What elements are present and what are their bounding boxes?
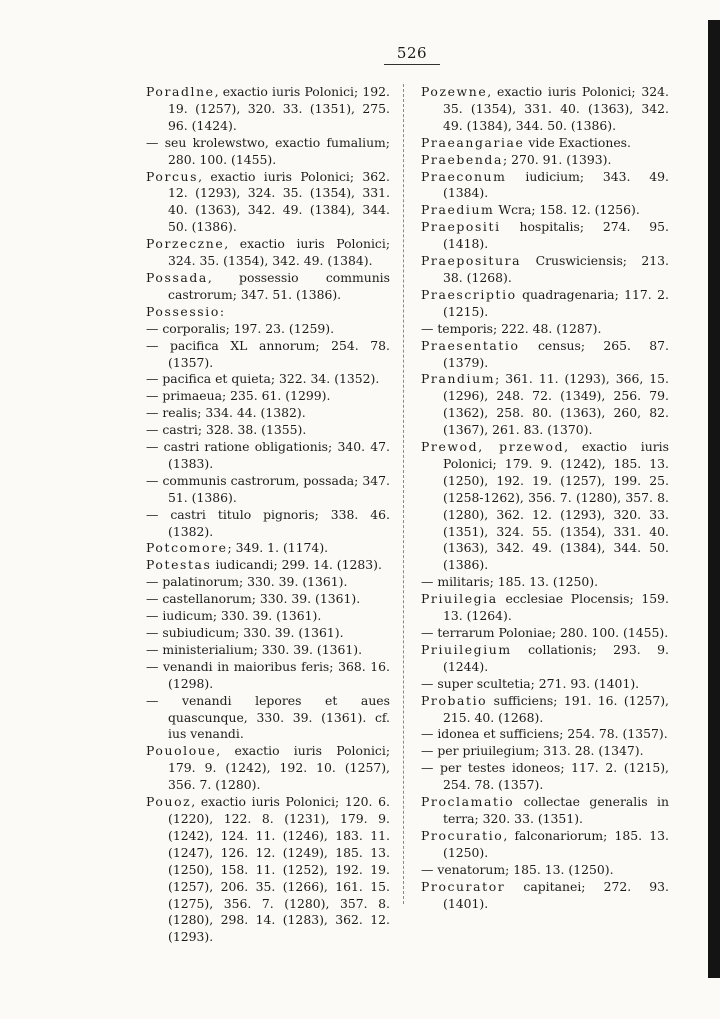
page-number: 526: [384, 44, 440, 65]
index-subentry: [421, 726, 669, 743]
index-entry: [146, 557, 390, 574]
column-divider: [403, 84, 404, 904]
entry-references: — castri titulo pignoris; 338. 46. (1382).: [146, 506, 390, 539]
index-entry: [421, 202, 669, 219]
entry-references: ecclesiae Plocensis; 159. 13. (1264).: [443, 591, 669, 624]
entry-headword: Priuilegium: [421, 641, 512, 657]
entry-headword: Pouoz: [146, 794, 192, 810]
index-subentry: [146, 388, 390, 405]
entry-references: — venatorum; 185. 13. (1250).: [421, 861, 614, 877]
entry-headword: Praepositura: [421, 253, 522, 269]
index-entry: [146, 84, 390, 135]
entry-references: vide Exactiones.: [524, 134, 631, 150]
entry-references: — super scultetia; 271. 93. (1401).: [421, 675, 640, 691]
entry-references: iudicium; 343. 49. (1384).: [443, 168, 669, 201]
entry-references: , exactio iuris Polonici; 192. 19. (1257), 320. 33. (1351), 275. 96. (1424).: [168, 84, 390, 133]
index-entry: [421, 287, 669, 321]
index-subentry: [146, 507, 390, 541]
index-subentry: [146, 574, 390, 591]
entry-references: — venandi lepores et aues quascunque, 330. 39. (1361). cf. ius venandi.: [146, 692, 390, 742]
entry-headword: Pouoloue: [146, 743, 217, 759]
index-subentry: [146, 591, 390, 608]
entry-references: — temporis; 222. 48. (1287).: [421, 320, 602, 336]
entry-references: — pacifica et quieta; 322. 34. (1352).: [146, 371, 380, 387]
index-subentry: [146, 371, 390, 388]
entry-references: collationis; 293. 9. (1244).: [443, 641, 669, 674]
index-entry: [146, 794, 390, 946]
index-subentry: [146, 405, 390, 422]
entry-headword: Priuilegia: [421, 591, 498, 607]
entry-references: , possessio communis castrorum; 347. 51. (1386).: [168, 269, 390, 302]
entry-references: — realis; 334. 44. (1382).: [146, 405, 306, 421]
index-subentry: [146, 625, 390, 642]
index-subentry: [421, 625, 669, 642]
index-entry: [421, 794, 669, 828]
entry-references: ; 270. 91. (1393).: [502, 151, 612, 167]
entry-references: — primaeua; 235. 61. (1299).: [146, 388, 331, 404]
entry-references: , exactio iuris Polonici; 324. 35. (1354), 342. 49. (1384).: [168, 236, 390, 269]
entry-headword: Praeangariae: [421, 134, 525, 150]
index-subentry: [421, 862, 669, 879]
entry-headword: Praepositi: [421, 219, 501, 235]
entry-references: , exactio iuris Polonici; 362. 12. (1293), 324. 35. (1354), 331. 40. (1363), 342. 49. (1384), 344. 50. (1386).: [168, 168, 390, 235]
index-entry: [146, 236, 390, 270]
entry-references: hospitalis; 274. 95. (1418).: [443, 219, 669, 252]
entry-references: , exactio iuris Polonici; 120. 6. (1220), 122. 8. (1231), 179. 9. (1242), 124. 11. (1246), 183. 11. (1247), 126. 12. (1249), 185. 13. (1250), 158. 11. (1252), 192. 19. (1257), 206. 35. (1266), 161. 15. (1275), 356. 7. (1280), 357. 8. (1280), 298. 14. (1283), 362. 12. (1293).: [168, 794, 390, 945]
entry-headword: Praedium: [421, 202, 495, 218]
entry-references: census; 265. 87. (1379).: [443, 337, 669, 370]
entry-references: iudicandi; 299. 14. (1283).: [211, 557, 382, 573]
index-entry: [421, 591, 669, 625]
index-entry: [421, 253, 669, 287]
entry-references: — castri ratione obligationis; 340. 47. (1383).: [146, 439, 390, 471]
index-subentry: [146, 659, 390, 693]
index-entry: [421, 219, 669, 253]
index-entry: [146, 540, 390, 557]
entry-headword: Porcus: [146, 168, 199, 184]
index-entry: [421, 879, 669, 913]
entry-references: — venandi in maioribus feris; 368. 16. (1298).: [146, 658, 390, 691]
index-subentry: [421, 743, 669, 760]
entry-headword: Prandium: [421, 371, 496, 387]
index-column-left: [146, 84, 390, 946]
entry-references: — seu krolewstwo, exactio fumalium; 280. 100. (1455).: [146, 134, 390, 167]
index-entry: [146, 169, 390, 237]
index-entry: [421, 169, 669, 203]
entry-headword: Pozewne: [421, 84, 488, 99]
entry-references: — terrarum Poloniae; 280. 100. (1455).: [421, 625, 669, 640]
entry-headword: Proclamatio: [421, 794, 515, 810]
entry-headword: Possada: [146, 269, 208, 285]
index-subentry: [421, 321, 669, 338]
entry-references: — palatinorum; 330. 39. (1361).: [146, 574, 348, 590]
entry-headword: Probatio: [421, 692, 488, 708]
index-entry: [421, 338, 669, 372]
index-subentry: [146, 693, 390, 744]
index-subentry: [421, 760, 669, 794]
entry-references: sufficiens; 191. 16. (1257), 215. 40. (1268).: [443, 692, 669, 725]
index-entry: [421, 439, 669, 574]
entry-headword: Poradlne: [146, 84, 215, 99]
index-entry: [421, 135, 669, 152]
entry-headword: Procuratio: [421, 827, 504, 843]
entry-references: — corporalis; 197. 23. (1259).: [146, 320, 335, 336]
entry-references: — per priuilegium; 313. 28. (1347).: [421, 743, 644, 759]
entry-headword: Porzeczne: [146, 236, 225, 252]
index-entry: [146, 270, 390, 304]
entry-references: — castri; 328. 38. (1355).: [146, 422, 307, 438]
entry-headword: Potestas: [146, 557, 212, 573]
entry-references: — ministerialium; 330. 39. (1361).: [146, 641, 363, 657]
entry-references: , exactio iuris Polonici; 179. 9. (1242), 192. 10. (1257), 356. 7. (1280).: [168, 743, 390, 793]
index-entry: [146, 743, 390, 794]
index-subentry: [146, 321, 390, 338]
entry-headword: Possessio: [146, 303, 220, 319]
entry-headword: Praebenda: [421, 151, 503, 167]
index-subentry: [146, 642, 390, 659]
index-entry: [146, 304, 390, 321]
entry-references: quadragenaria; 117. 2. (1215).: [443, 286, 669, 319]
entry-references: , exactio iuris Polonici; 179. 9. (1242), 185. 13. (1250), 192. 19. (1257), 199. 25. (1258-1262), 356. 7. (1280), 357. 8. (1280), 362. 12. (1293), 320. 33. (1351), 324. 55. (1354), 331. 40. (1363), 342. 49. (1384), 344. 50. (1386).: [443, 439, 669, 573]
entry-references: :: [219, 303, 225, 319]
index-entry: [421, 152, 669, 169]
entry-references: — idonea et sufficiens; 254. 78. (1357).: [421, 726, 668, 742]
index-subentry: [421, 574, 669, 591]
entry-references: — pacifica XL annorum; 254. 78. (1357).: [146, 337, 390, 370]
index-subentry: [146, 608, 390, 625]
entry-references: — per testes idoneos; 117. 2. (1215), 254. 78. (1357).: [421, 760, 669, 793]
entry-headword: Prewod, przewod: [421, 439, 565, 455]
index-entry: [421, 642, 669, 676]
entry-references: Cruswiciensis; 213. 38. (1268).: [443, 253, 669, 285]
entry-references: , falconariorum; 185. 13. (1250).: [443, 827, 669, 860]
entry-references: capitanei; 272. 93. (1401).: [443, 878, 669, 911]
index-entry: [421, 371, 669, 439]
entry-references: ; 349. 1. (1174).: [227, 540, 329, 556]
entry-references: — subiudicum; 330. 39. (1361).: [146, 625, 344, 640]
entry-references: — communis castrorum, possada; 347. 51. (1386).: [146, 472, 390, 505]
entry-references: — castellanorum; 330. 39. (1361).: [146, 591, 361, 607]
page-edge-shadow: [708, 20, 720, 978]
index-entry: [421, 693, 669, 727]
entry-references: ; 361. 11. (1293), 366, 15. (1296), 248. 72. (1349), 256. 79. (1362), 258. 80. (1363), 260, 82. (1367), 261. 83. (1370).: [443, 371, 669, 438]
entry-references: , exactio iuris Polonici; 324. 35. (1354), 331. 40. (1363), 342. 49. (1384), 344. 50. (1386).: [443, 84, 669, 133]
index-subentry: [146, 422, 390, 439]
entry-headword: Potcomore: [146, 540, 228, 556]
index-column-right: [421, 84, 669, 912]
entry-references: collectae generalis in terra; 320. 33. (1351).: [443, 794, 669, 826]
index-subentry: [146, 439, 390, 473]
entry-headword: Procurator: [421, 878, 506, 894]
entry-references: — militaris; 185. 13. (1250).: [421, 574, 599, 590]
index-subentry: [146, 473, 390, 507]
index-subentry: [146, 338, 390, 372]
entry-references: Wcra; 158. 12. (1256).: [494, 202, 640, 218]
index-subentry: [421, 676, 669, 693]
index-entry: [421, 828, 669, 862]
index-entry: [421, 84, 669, 135]
entry-headword: Praesentatio: [421, 337, 520, 353]
index-subentry: [146, 135, 390, 169]
entry-references: — iudicum; 330. 39. (1361).: [146, 608, 322, 624]
entry-headword: Praescriptio: [421, 286, 517, 302]
entry-headword: Praeconum: [421, 168, 507, 184]
